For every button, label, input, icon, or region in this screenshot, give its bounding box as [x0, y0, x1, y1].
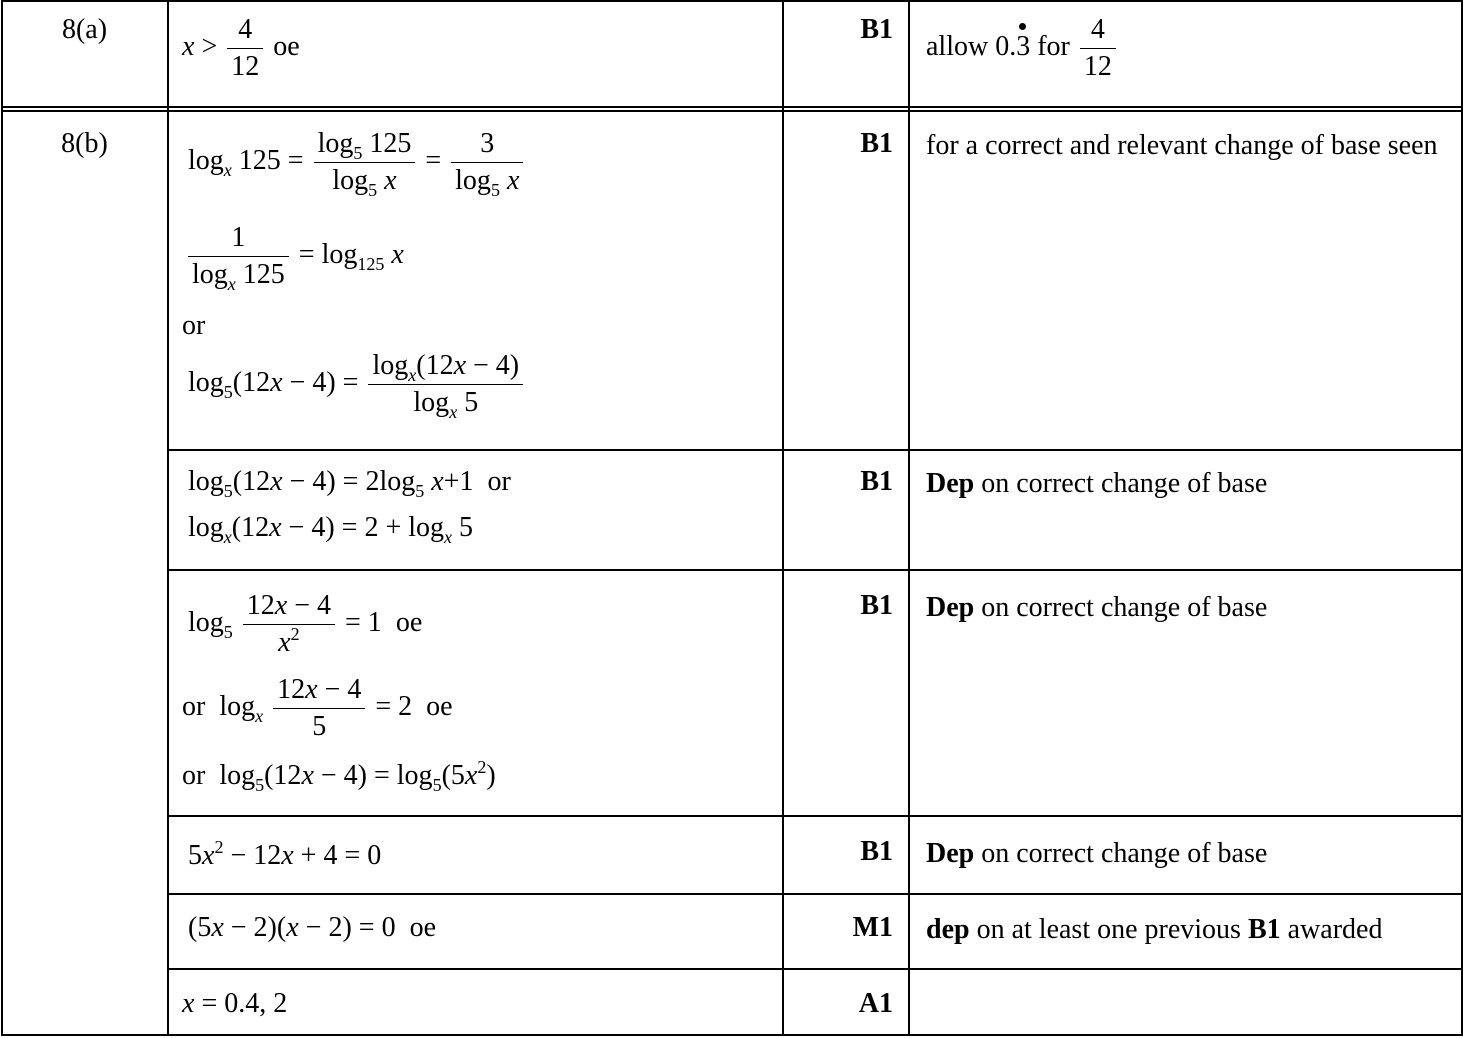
mark-8b-step4: B1: [860, 836, 893, 867]
step-divider-1: [168, 449, 1463, 451]
step5-line1: (5x − 2)(x − 2) = 0 oe: [188, 912, 436, 943]
mark-8b-step6: A1: [858, 988, 893, 1019]
step3-line2: or $\log_x$ $\frac{12x - 4}{5}$ = 2 oe: [182, 674, 453, 742]
fraction-4-12: $\frac{4}{12}$: [227, 14, 263, 83]
table-border-row1-bottom: [1, 106, 1463, 108]
question-number-8a: 8(a): [61, 14, 108, 45]
comment-8b-step3: Dep on correct change of base: [926, 592, 1268, 623]
step2-line1: $\log_5(12x - 4) = 2\log_5$ x+1 or: [188, 466, 511, 501]
mark-8b-step3: B1: [860, 590, 893, 621]
col-border-question: [167, 0, 169, 1036]
step1-line3: $\log_5(12x - 4)$ = $\frac{\log_x(12x - 4)}{\log_x 5}$: [188, 350, 526, 419]
fraction-4-12-comment: $\frac{4}{12}$: [1080, 14, 1116, 83]
mark-8b-step1: B1: [860, 128, 893, 159]
table-border-top: [1, 0, 1463, 2]
step3-line3: or $\log_5(12x - 4) = \log_5(5x^2)$: [182, 757, 496, 795]
comment-8b-step1: for a correct and relevant change of base seen: [926, 130, 1438, 161]
mark-8b-step5: M1: [852, 912, 893, 943]
step3-line1: $\log_5$ $\frac{12x - 4}{x^2}$ = 1 oe: [188, 590, 423, 658]
step-divider-3: [168, 815, 1463, 817]
table-border-row2-top: [1, 110, 1463, 112]
step-divider-2: [168, 569, 1463, 571]
step4-line1: $5x^2 - 12x + 4 = 0$: [188, 837, 382, 871]
step-divider-5: [168, 968, 1463, 970]
recurring-dot: [1019, 23, 1026, 30]
comment-8b-step5: dep on at least one previous B1 awarded: [926, 914, 1383, 945]
question-number-8b: 8(b): [61, 128, 108, 159]
step2-line2: $\log_x(12x - 4) = 2 + \log_x 5$: [188, 512, 474, 547]
step1-line2: $\frac{1}{\log_x 125}$ = $\log_{125} x$: [188, 222, 404, 291]
col-border-right: [1461, 0, 1463, 1036]
step-divider-4: [168, 893, 1463, 895]
col-border-mark: [908, 0, 910, 1036]
answer-8a: x > $\frac{4}{12}$ oe: [182, 14, 300, 82]
step6-line1: x = 0.4, 2: [182, 988, 288, 1019]
comment-8a: allow 0.3 for $\frac{4}{12}$: [926, 14, 1119, 83]
col-border-answer: [782, 0, 784, 1036]
comment-8b-step2: Dep on correct change of base: [926, 468, 1268, 499]
table-border-bottom: [1, 1034, 1463, 1036]
step1-or: or: [182, 310, 206, 341]
mark-8a: B1: [860, 14, 893, 45]
mark-8b-step2: B1: [860, 466, 893, 497]
step1-line1: $\log_x 125$ = $\frac{\log_5 125}{\log_5 x}$ = $\frac{3}{\log_5 x}$: [188, 128, 526, 197]
comment-8b-step4: Dep on correct change of base: [926, 838, 1268, 869]
